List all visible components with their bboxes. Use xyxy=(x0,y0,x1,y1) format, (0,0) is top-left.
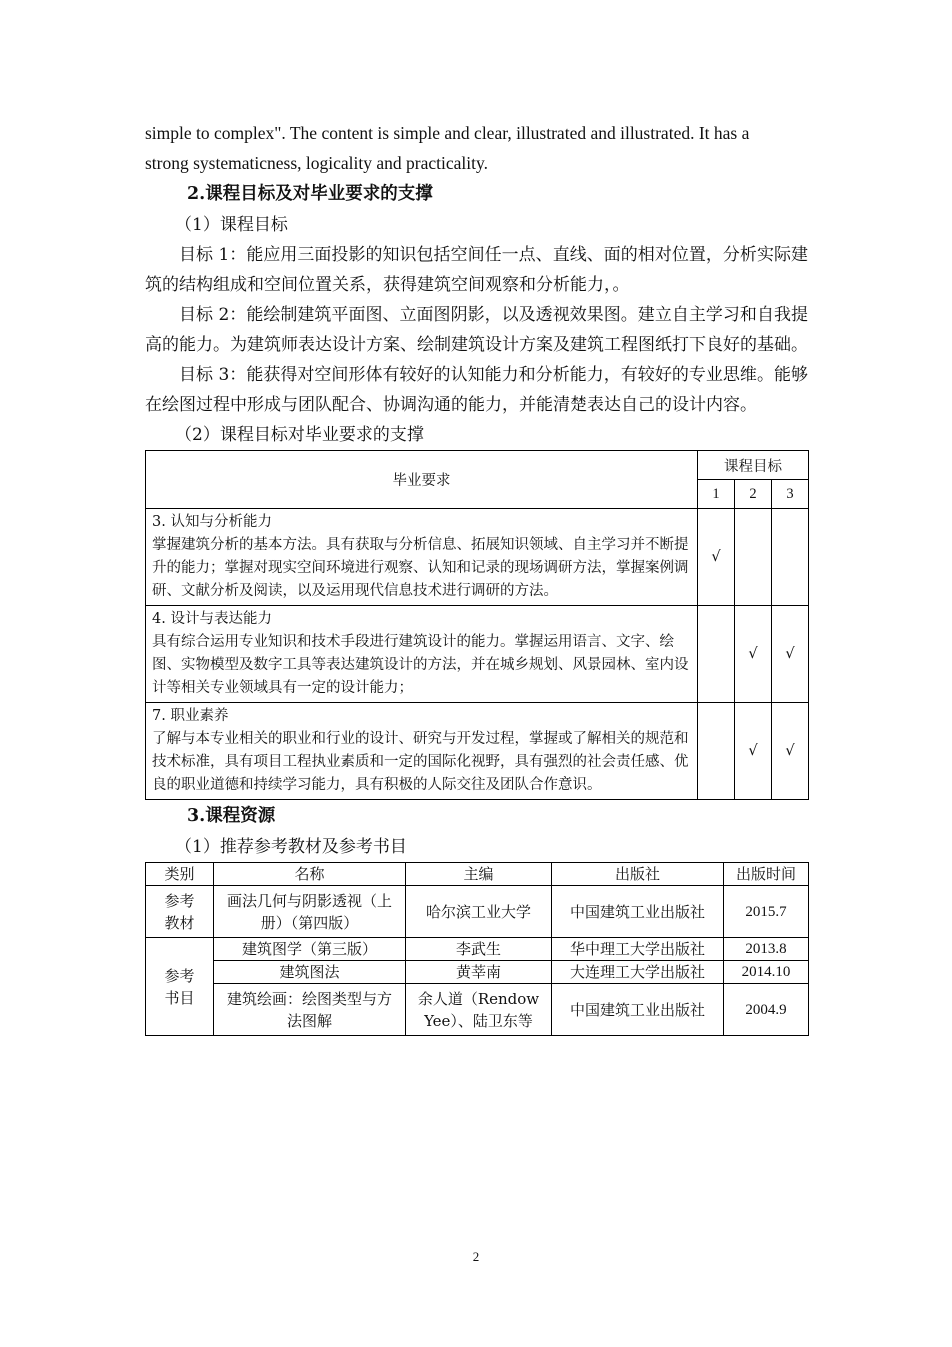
header-graduation-requirements: 毕业要求 xyxy=(146,451,698,509)
support-table xyxy=(145,450,809,800)
book-publisher: 大连理工大学出版社 xyxy=(552,961,724,984)
requirement-title: 4. 设计与表达能力 xyxy=(152,611,272,627)
book-title: 建筑绘画：绘图类型与方法图解 xyxy=(214,984,406,1036)
book-year: 2013.8 xyxy=(724,938,809,961)
header-title: 名称 xyxy=(214,863,406,886)
book-title: 建筑图学（第三版） xyxy=(214,938,406,961)
requirement-cell xyxy=(146,509,698,606)
book-publisher: 华中理工大学出版社 xyxy=(552,938,724,961)
book-year: 2015.7 xyxy=(724,886,809,938)
check-mark xyxy=(772,509,809,606)
goal-2-paragraph: 目标 2：能绘制建筑平面图、立面图阴影，以及透视效果图。建立自主学习和自我提高的能力。为建筑师表达设计方案、绘制建筑设计方案及建筑工程图纸打下良好的基础。 xyxy=(145,305,808,355)
header-category: 类别 xyxy=(146,863,214,886)
header-goal-1: 1 xyxy=(698,480,735,509)
check-mark xyxy=(735,509,772,606)
table-row xyxy=(146,984,809,1036)
header-goal-3: 3 xyxy=(772,480,809,509)
page-number: 2 xyxy=(472,1249,480,1264)
requirement-body: 掌握建筑分析的基本方法。具有获取与分析信息、拓展知识领域、自主学习并不断提升的能力；掌握对现实空间环境进行观察、认知和记录的现场调研方法，掌握案例调研、文献分析及阅读，以及运用现代信息技术进行调研的方法。 xyxy=(152,537,689,599)
requirement-cell xyxy=(146,703,698,800)
book-title: 画法几何与阴影透视（上册）（第四版） xyxy=(214,886,406,938)
table-row xyxy=(146,509,809,606)
book-publisher: 中国建筑工业出版社 xyxy=(552,886,724,938)
check-mark: √ xyxy=(698,509,735,606)
intro-line-2: strong systematicness, logicality and practicality. xyxy=(145,153,488,173)
check-mark: √ xyxy=(772,703,809,800)
table-row xyxy=(146,961,809,984)
check-mark xyxy=(698,703,735,800)
requirement-body: 了解与本专业相关的职业和行业的设计、研究与开发过程，掌握或了解相关的规范和技术标准，具有项目工程执业素质和一定的国际化视野，具有强烈的社会责任感、优良的职业道德和持续学习能力，具有积极的人际交往及团队合作意识。 xyxy=(152,731,689,793)
check-mark: √ xyxy=(735,703,772,800)
book-editor: 李武生 xyxy=(406,938,552,961)
intro-line-1: simple to complex". The content is simple and clear, illustrated and illustrated. It has a xyxy=(145,123,750,143)
header-publisher: 出版社 xyxy=(552,863,724,886)
requirement-body: 具有综合运用专业知识和技术手段进行建筑设计的能力。掌握运用语言、文字、绘图、实物模型及数字工具等表达建筑设计的方法，并在城乡规划、风景园林、室内设计等相关专业领域具有一定的设计能力； xyxy=(152,634,689,696)
requirement-cell xyxy=(146,606,698,703)
requirement-title: 7. 职业素养 xyxy=(152,708,229,724)
category-textbook: 参考教材 xyxy=(146,886,214,938)
check-mark xyxy=(698,606,735,703)
section-3-heading: 3.课程资源 xyxy=(187,806,276,826)
book-year: 2014.10 xyxy=(724,961,809,984)
header-year: 出版时间 xyxy=(724,863,809,886)
book-year: 2004.9 xyxy=(724,984,809,1036)
book-editor: 余人道（Rendow Yee）、陆卫东等 xyxy=(406,984,552,1036)
book-title: 建筑图法 xyxy=(214,961,406,984)
book-editor: 哈尔滨工业大学 xyxy=(406,886,552,938)
header-goal-2: 2 xyxy=(735,480,772,509)
section-2-heading: 2.课程目标及对毕业要求的支撑 xyxy=(187,184,433,204)
header-course-goals: 课程目标 xyxy=(698,451,809,480)
course-goals-subheading: （1）课程目标 xyxy=(175,215,288,235)
category-reference-books: 参考书目 xyxy=(146,938,214,1036)
header-editor: 主编 xyxy=(406,863,552,886)
table-row xyxy=(146,703,809,800)
book-publisher: 中国建筑工业出版社 xyxy=(552,984,724,1036)
table-row xyxy=(146,938,809,961)
requirement-title: 3. 认知与分析能力 xyxy=(152,514,272,530)
table-row xyxy=(146,886,809,938)
goal-1-paragraph: 目标 1：能应用三面投影的知识包括空间任一点、直线、面的相对位置，分析实际建筑的结构组成和空间位置关系，获得建筑空间观察和分析能力，。 xyxy=(145,245,808,295)
check-mark: √ xyxy=(772,606,809,703)
table-row xyxy=(146,606,809,703)
check-mark: √ xyxy=(735,606,772,703)
books-table xyxy=(145,862,809,1036)
book-editor: 黄莘南 xyxy=(406,961,552,984)
support-subheading: （2）课程目标对毕业要求的支撑 xyxy=(175,425,424,445)
goal-3-paragraph: 目标 3：能获得对空间形体有较好的认知能力和分析能力，有较好的专业思维。能够在绘图过程中形成与团队配合、协调沟通的能力，并能清楚表达自己的设计内容。 xyxy=(145,365,808,415)
document-page xyxy=(145,118,808,1036)
references-subheading: （1）推荐参考教材及参考书目 xyxy=(175,837,407,857)
